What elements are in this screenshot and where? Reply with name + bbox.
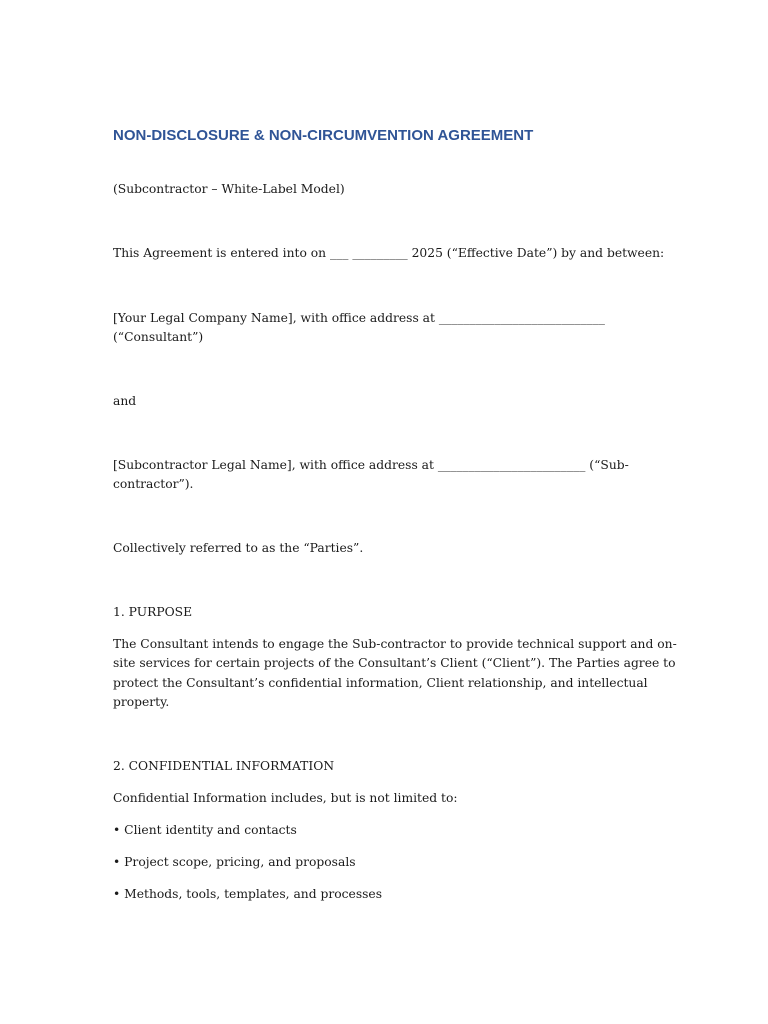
party-two-line1: [Subcontractor Legal Name], with office address at ________________________ (“Sub- <box>113 458 629 472</box>
document-title: NON-DISCLOSURE & NON-CIRCUMVENTION AGREEMENT <box>113 127 534 144</box>
document-subtitle: (Subcontractor – White-Label Model) <box>113 182 345 196</box>
party-one-line1: [Your Legal Company Name], with office address at ___________________________ <box>113 311 605 325</box>
and-text: and <box>113 394 137 408</box>
purpose-line-3: protect the Consultant’s confidential information, Client relationship, and intellectual <box>113 676 648 690</box>
purpose-line-1: The Consultant intends to engage the Sub-contractor to provide technical support and on- <box>113 637 677 651</box>
list-item: • Project scope, pricing, and proposals <box>113 855 356 869</box>
list-item: • Client identity and contacts <box>113 823 297 837</box>
purpose-line-4: property. <box>113 695 170 709</box>
agreement-intro: This Agreement is entered into on ___ _________ 2025 (“Effective Date”) by and between: <box>113 246 665 260</box>
section-heading-confidential: 2. CONFIDENTIAL INFORMATION <box>113 759 335 773</box>
party-one-line2: (“Consultant”) <box>113 330 204 344</box>
party-two-line2: contractor”). <box>113 477 194 491</box>
list-item: • Methods, tools, templates, and processes <box>113 887 383 901</box>
section-heading-purpose: 1. PURPOSE <box>113 605 193 619</box>
parties-definition: Collectively referred to as the “Parties”. <box>113 541 364 555</box>
confidential-intro: Confidential Information includes, but is not limited to: <box>113 791 458 805</box>
purpose-line-2: site services for certain projects of the Consultant’s Client (“Client”). The Parties agree to <box>113 656 676 670</box>
